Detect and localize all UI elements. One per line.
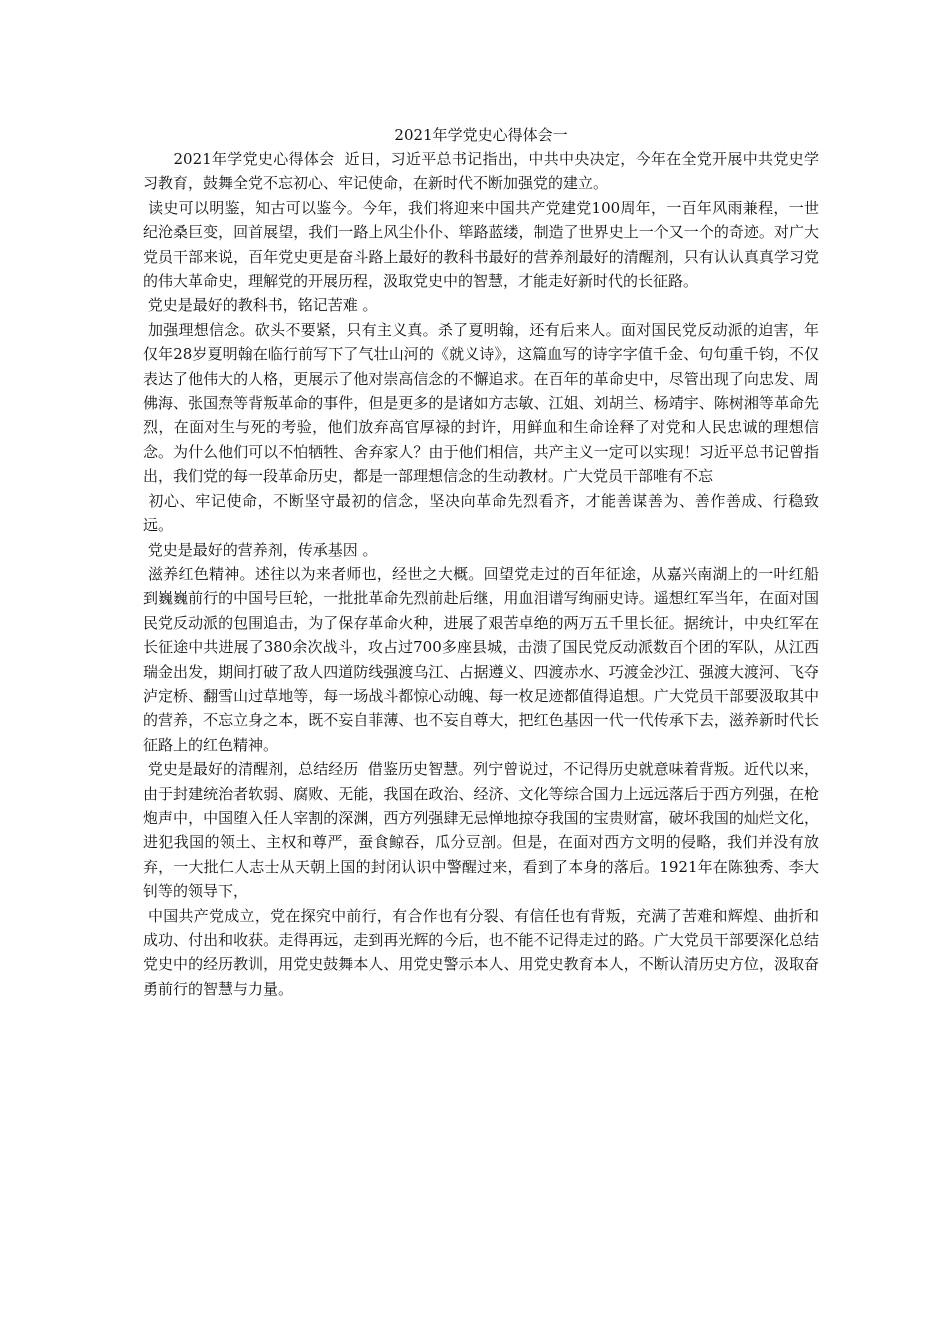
- paragraph-intro: 2021年学党史心得体会 近日，习近平总书记指出，中共中央决定，今年在全党开展中共党史学习教育，鼓舞全党不忘初心、牢记使命，在新时代不断加强党的建立。: [143, 150, 819, 193]
- paragraph-ideals: 加强理想信念。砍头不要紧，只有主义真。杀了夏明翰，还有后来人。面对国民党反动派的迫害，年仅年28岁夏明翰在临行前写下了气壮山河的《就义诗》，这篇血写的诗字字值千金、句句重千钧，不仅表达了他伟大的人格，更展示了他对崇高信念的不懈追求。在百年的革命史中，尽管出现了向忠发、周佛海、张国焘等背叛革命的事件，但是更多的是诸如方志敏、江姐、刘胡兰、杨靖宇、陈树湘等革命先烈，在面对生与死的考验，他们放弃高官厚禄的封许，用鲜血和生命诠释了对党和人民忠诚的理想信念。为什么他们可以不怕牺牲、舍弃家人？由于他们相信，共产主义一定可以实现！习近平总书记曾指出，我们党的每一段革命历史，都是一部理想信念的生动教材。广大党员干部唯有不忘: [143, 320, 819, 486]
- paragraph-red-spirit: 滋养红色精神。述往以为来者师也，经世之大概。回望党走过的百年征途，从嘉兴南湖上的一叶红船到巍巍前行的中国号巨轮，一批批革命先烈前赴后继，用血泪谱写绚丽史诗。遥想红军当年，在面对国民党反动派的包围追击，为了保存革命火种，进展了艰苦卓绝的两万五千里长征。据统计，中央红军在长征途中共进展了380余次战斗，攻占过700多座县城，击溃了国民党反动派数百个团的军队，从江西瑞金出发，期间打破了敌人四道防线强渡乌江、占据遵义、四渡赤水、巧渡金沙江、强渡大渡河、飞夺泸定桥、翻雪山过草地等，每一场战斗都惊心动魄、每一枚足迹都值得追想。广大党员干部要汲取其中的营养，不忘立身之本，既不妄自菲薄、也不妄自尊大，把红色基因一代一代传承下去，滋养新时代长征路上的红色精神。: [143, 564, 819, 754]
- paragraph-original-aspiration: 初心、牢记使命，不断坚守最初的信念，坚决向革命先烈看齐，才能善谋善为、善作善成、行稳致远。: [143, 491, 819, 535]
- paragraph-history-mirror: 读史可以明鉴，知古可以鉴今。今年，我们将迎来中国共产党建党100周年，一百年风雨兼程，一世纪沧桑巨变，回首展望，我们一路上风尘仆仆、筚路蓝缕，制造了世界史上一个又一个的奇迹。对广大党员干部来说，百年党史更是奋斗路上最好的教科书最好的营养剂最好的清醒剂，只有认认真真学习党的伟大革命史，理解党的开展历程，汲取党史中的智慧，才能走好新时代的长征路。: [143, 198, 819, 291]
- document-page: [143, 123, 819, 1001]
- paragraph-heading-textbook: 党史是最好的教科书，铭记苦难 。: [143, 296, 378, 315]
- paragraph-heading-nutrient: 党史是最好的营养剂，传承基因 。: [143, 540, 378, 559]
- paragraph-sober-agent: 党史是最好的清醒剂，总结经历 借鉴历史智慧。列宁曾说过，不记得历史就意味着背叛。近代以来，由于封建统治者软弱、腐败、无能，我国在政治、经济、文化等综合国力上远远落后于西方列强，在枪炮声中，中国堕入任人宰割的深渊，西方列强肆无忌惮地掠夺我国的宝贵财富，破坏我国的灿烂文化，进犯我国的领土、主权和尊严，蚕食鲸吞，瓜分豆剖。但是，在面对西方文明的侵略，我们并没有放弃，一大批仁人志士从天朝上国的封闭认识中警醒过来，看到了本身的落后。1921年在陈独秀、李大钊等的领导下，: [143, 760, 819, 901]
- document-title: 2021年学党史心得体会一: [394, 126, 568, 144]
- paragraph-party-founding: 中国共产党成立，党在探究中前行，有合作也有分裂、有信任也有背叛，充满了苦难和辉煌、曲折和成功、付出和收获。走得再远，走到再光辉的今后，也不能不记得走过的路。广大党员干部要深化总结党史中的经历教训，用党史鼓舞本人、用党史警示本人、用党史教育本人，不断认清历史方位，汲取奋勇前行的智慧与力量。: [143, 906, 819, 998]
